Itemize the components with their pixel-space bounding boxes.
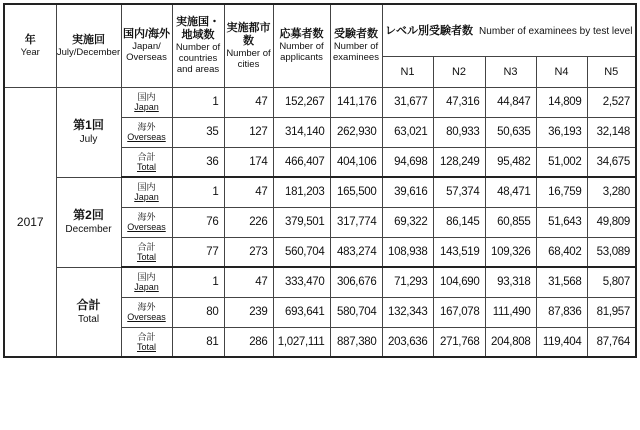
n4-cell: 119,404: [536, 327, 587, 357]
examinees-table: [3, 3, 637, 358]
applicants-cell: 152,267: [273, 87, 330, 117]
n2-cell: 80,933: [433, 117, 485, 147]
header-cities: 実施都市数 Number of cities: [224, 4, 273, 87]
n1-cell: 132,343: [382, 297, 433, 327]
n1-cell: 63,021: [382, 117, 433, 147]
n2-cell: 128,249: [433, 147, 485, 177]
table-row: [4, 177, 636, 207]
examinees-cell: 165,500: [330, 177, 382, 207]
year-cell: 2017: [4, 87, 56, 357]
category-cell: 海外 Overseas: [121, 117, 172, 147]
countries-cell: 1: [172, 267, 224, 297]
n1-cell: 69,322: [382, 207, 433, 237]
header-applicants: 応募者数 Number of applicants: [273, 4, 330, 87]
cities-cell: 174: [224, 147, 273, 177]
applicants-cell: 314,140: [273, 117, 330, 147]
examinees-cell: 306,676: [330, 267, 382, 297]
applicants-cell: 1,027,111: [273, 327, 330, 357]
n5-cell: 81,957: [587, 297, 636, 327]
header-countries: 実施国・地域数 Number of countries and areas: [172, 4, 224, 87]
n5-cell: 49,809: [587, 207, 636, 237]
cities-cell: 273: [224, 237, 273, 267]
category-cell: 合計 Total: [121, 147, 172, 177]
cities-cell: 286: [224, 327, 273, 357]
header-level-n1: N1: [382, 56, 433, 87]
applicants-cell: 560,704: [273, 237, 330, 267]
round-cell: 第2回 December: [56, 177, 121, 267]
n2-cell: 104,690: [433, 267, 485, 297]
category-cell: 合計 Total: [121, 237, 172, 267]
examinees-cell: 483,274: [330, 237, 382, 267]
n4-cell: 51,002: [536, 147, 587, 177]
n1-cell: 203,636: [382, 327, 433, 357]
examinees-cell: 887,380: [330, 327, 382, 357]
n5-cell: 53,089: [587, 237, 636, 267]
n4-cell: 16,759: [536, 177, 587, 207]
n1-cell: 31,677: [382, 87, 433, 117]
applicants-cell: 466,407: [273, 147, 330, 177]
n4-cell: 14,809: [536, 87, 587, 117]
header-round: 実施回 July/December: [56, 4, 121, 87]
n5-cell: 5,807: [587, 267, 636, 297]
n1-cell: 39,616: [382, 177, 433, 207]
category-cell: 国内 Japan: [121, 267, 172, 297]
applicants-cell: 379,501: [273, 207, 330, 237]
n3-cell: 44,847: [485, 87, 536, 117]
header-level-n2: N2: [433, 56, 485, 87]
examinees-cell: 262,930: [330, 117, 382, 147]
n5-cell: 3,280: [587, 177, 636, 207]
countries-cell: 80: [172, 297, 224, 327]
header-year: 年 Year: [4, 4, 56, 87]
n4-cell: 87,836: [536, 297, 587, 327]
n3-cell: 204,808: [485, 327, 536, 357]
examinees-cell: 141,176: [330, 87, 382, 117]
n3-cell: 111,490: [485, 297, 536, 327]
n4-cell: 36,193: [536, 117, 587, 147]
examinees-cell: 317,774: [330, 207, 382, 237]
category-cell: 海外 Overseas: [121, 207, 172, 237]
n2-cell: 143,519: [433, 237, 485, 267]
category-cell: 国内 Japan: [121, 87, 172, 117]
cities-cell: 47: [224, 267, 273, 297]
n2-cell: 271,768: [433, 327, 485, 357]
applicants-cell: 333,470: [273, 267, 330, 297]
header-category: 国内/海外 Japan/ Overseas: [121, 4, 172, 87]
table-body: [4, 87, 636, 357]
cities-cell: 226: [224, 207, 273, 237]
n4-cell: 68,402: [536, 237, 587, 267]
n3-cell: 95,482: [485, 147, 536, 177]
n3-cell: 93,318: [485, 267, 536, 297]
header-examinees: 受験者数 Number of examinees: [330, 4, 382, 87]
applicants-cell: 181,203: [273, 177, 330, 207]
header-level-n5: N5: [587, 56, 636, 87]
n4-cell: 51,643: [536, 207, 587, 237]
header-level-n4: N4: [536, 56, 587, 87]
n4-cell: 31,568: [536, 267, 587, 297]
round-cell: 合計 Total: [56, 267, 121, 357]
n2-cell: 47,316: [433, 87, 485, 117]
applicants-cell: 693,641: [273, 297, 330, 327]
header-level-n3: N3: [485, 56, 536, 87]
n5-cell: 87,764: [587, 327, 636, 357]
category-cell: 国内 Japan: [121, 177, 172, 207]
cities-cell: 127: [224, 117, 273, 147]
examinees-cell: 404,106: [330, 147, 382, 177]
countries-cell: 76: [172, 207, 224, 237]
countries-cell: 35: [172, 117, 224, 147]
n3-cell: 109,326: [485, 237, 536, 267]
cities-cell: 239: [224, 297, 273, 327]
n1-cell: 71,293: [382, 267, 433, 297]
countries-cell: 77: [172, 237, 224, 267]
cities-cell: 47: [224, 177, 273, 207]
header-levels: レベル別受験者数 Number of examinees by test level: [382, 4, 636, 56]
n2-cell: 86,145: [433, 207, 485, 237]
examinees-cell: 580,704: [330, 297, 382, 327]
table-row: [4, 87, 636, 117]
countries-cell: 1: [172, 87, 224, 117]
n5-cell: 34,675: [587, 147, 636, 177]
table-row: [4, 267, 636, 297]
round-cell: 第1回 July: [56, 87, 121, 177]
n3-cell: 48,471: [485, 177, 536, 207]
n3-cell: 60,855: [485, 207, 536, 237]
countries-cell: 81: [172, 327, 224, 357]
cities-cell: 47: [224, 87, 273, 117]
countries-cell: 1: [172, 177, 224, 207]
n3-cell: 50,635: [485, 117, 536, 147]
n2-cell: 57,374: [433, 177, 485, 207]
category-cell: 合計 Total: [121, 327, 172, 357]
n5-cell: 2,527: [587, 87, 636, 117]
n1-cell: 94,698: [382, 147, 433, 177]
n5-cell: 32,148: [587, 117, 636, 147]
category-cell: 海外 Overseas: [121, 297, 172, 327]
n2-cell: 167,078: [433, 297, 485, 327]
n1-cell: 108,938: [382, 237, 433, 267]
countries-cell: 36: [172, 147, 224, 177]
